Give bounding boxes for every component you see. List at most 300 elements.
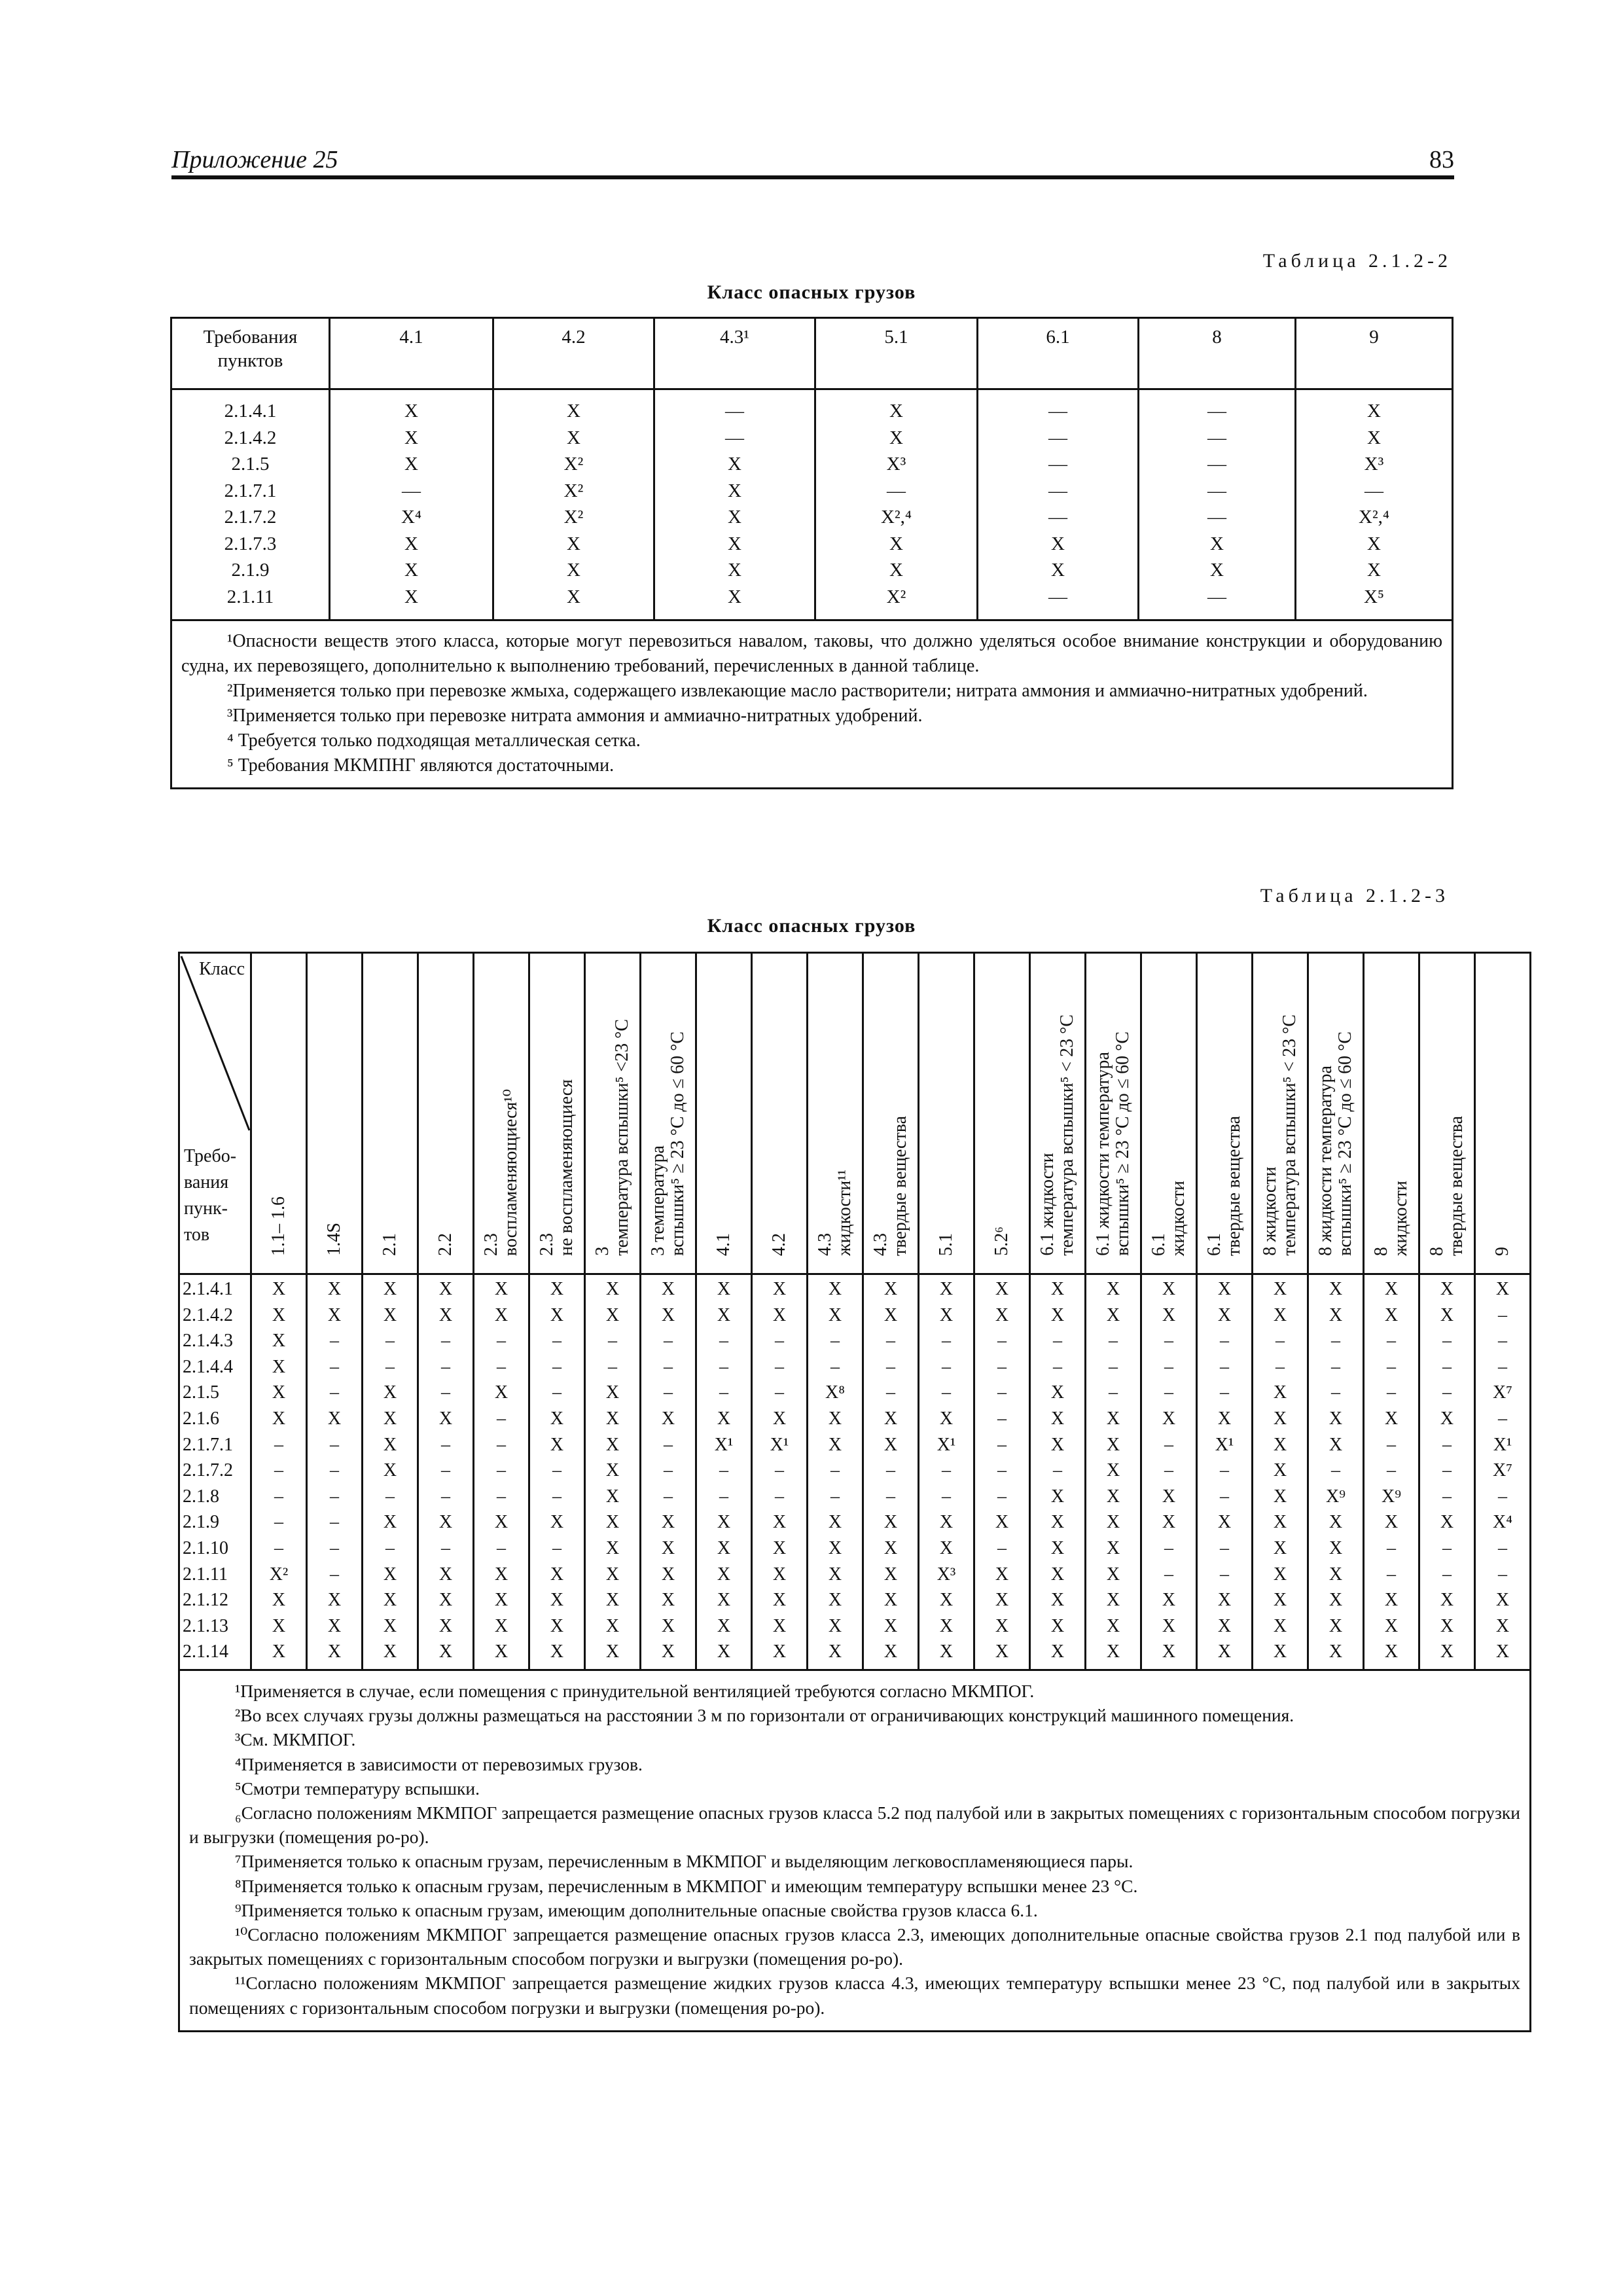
table2-cell: X — [438, 1279, 453, 1299]
table2-cell: – — [1109, 1331, 1118, 1352]
table1-cell: X — [567, 586, 580, 607]
table2-cell: – — [497, 1408, 506, 1429]
table2-cell: X — [383, 1279, 397, 1299]
table2-cell: – — [664, 1331, 673, 1352]
table2-cell: – — [441, 1331, 450, 1352]
table2-cell: X — [1273, 1641, 1287, 1662]
table1-cell: X³ — [1364, 454, 1384, 475]
table2-cell: X — [1162, 1279, 1176, 1299]
table2-cell: X — [1384, 1279, 1399, 1299]
table1-cell: X — [889, 560, 903, 581]
table2-row-labels — [179, 1274, 251, 1670]
table2-cell: X — [883, 1537, 898, 1558]
table2-cell: – — [274, 1460, 283, 1481]
table2-cell: X — [550, 1279, 564, 1299]
table2-cell: X — [1440, 1279, 1454, 1299]
table1-cell: X — [567, 401, 580, 422]
table2-cell: X — [772, 1408, 787, 1429]
table2-row-label: 2.1.5 — [183, 1382, 219, 1403]
table2-cell: X — [1050, 1641, 1065, 1662]
table2-cell: X — [272, 1356, 286, 1377]
table2-cell: – — [330, 1537, 339, 1558]
table2-cell: X — [1329, 1590, 1343, 1611]
table2-cell: X — [995, 1641, 1009, 1662]
table2-cell: X⁹ — [1326, 1486, 1346, 1507]
table2-cell: X — [995, 1590, 1009, 1611]
table2-cell: X — [605, 1460, 620, 1481]
table2-label: Таблица 2.1.2-3 — [1260, 885, 1449, 906]
table2-cell: – — [1498, 1331, 1507, 1352]
table2-column-values — [1364, 1274, 1419, 1670]
table2-cell: – — [1164, 1434, 1173, 1455]
table2-col-header-text: 8 жидкости температура вспышки⁵ ≥ 23 °С до ≤ 60 °С — [1315, 1031, 1355, 1256]
table2-cell: – — [497, 1434, 506, 1455]
table2-cell: – — [886, 1382, 895, 1403]
table2-cell: X — [1050, 1512, 1065, 1533]
table2-cell: X — [939, 1537, 954, 1558]
table2-cell: X — [1050, 1434, 1065, 1455]
table2-cell: X — [995, 1304, 1009, 1325]
table2-cell: X — [883, 1304, 898, 1325]
table2-cell: – — [1387, 1460, 1396, 1481]
table2-cell: X — [1050, 1537, 1065, 1558]
table2-cell: X — [383, 1615, 397, 1636]
table2-cell: – — [274, 1434, 283, 1455]
table2-cell: X — [550, 1434, 564, 1455]
table2-cell: – — [441, 1356, 450, 1377]
table1-cell: X³ — [886, 454, 906, 475]
table2-cell: – — [1498, 1564, 1507, 1585]
table2-cell: X — [438, 1512, 453, 1533]
table2-cell: X — [494, 1615, 508, 1636]
table2-column-values — [863, 1274, 919, 1670]
table2-cell: X — [717, 1279, 731, 1299]
table2-cell: – — [1164, 1564, 1173, 1585]
table2-cell: – — [1164, 1382, 1173, 1403]
table2-cell: – — [1387, 1564, 1396, 1585]
table2-col-header — [585, 953, 641, 1274]
table2-cell: X — [438, 1564, 453, 1585]
table2-cell: – — [608, 1331, 617, 1352]
table2-cell: – — [1498, 1408, 1507, 1429]
table2-cell: X — [1440, 1641, 1454, 1662]
table2-cell: X — [1106, 1512, 1120, 1533]
table1-row-label: 2.1.4.1 — [224, 401, 277, 422]
table2-cell: X⁸ — [825, 1382, 845, 1403]
table2-cell: X — [883, 1641, 898, 1662]
table1-column-values — [493, 389, 654, 620]
table2-cell: – — [330, 1564, 339, 1585]
table2-col-header-text: 6.1 жидкости температура вспышки⁵ ≥ 23 °С до ≤ 60 °С — [1093, 1031, 1133, 1256]
table2-cell: – — [719, 1382, 728, 1403]
table2-column-values — [808, 1274, 863, 1670]
table2-col-header — [1253, 953, 1308, 1274]
table2-cell: – — [942, 1486, 951, 1507]
table2-cell: X — [1106, 1408, 1120, 1429]
table2-cell: – — [1220, 1486, 1229, 1507]
table2-cell: – — [385, 1331, 395, 1352]
table2-cell: X — [272, 1590, 286, 1611]
table2-cell: X — [1440, 1304, 1454, 1325]
table2-column-values — [919, 1274, 974, 1670]
table2-cell: X¹ — [1493, 1434, 1512, 1455]
table2-cell: X — [1384, 1590, 1399, 1611]
table2-cell: X — [883, 1434, 898, 1455]
table2-footnote: ²Во всех случаях грузы должны размещаться на расстоянии 3 м по горизонтали от ограничивающих конструкций машинного помещения. — [235, 1705, 1294, 1726]
table1-title: Класс опасных грузов — [707, 281, 916, 303]
table2-cell: X — [1384, 1641, 1399, 1662]
table2-cell: X — [939, 1408, 954, 1429]
table2-cell: – — [497, 1356, 506, 1377]
table2-col-header-text: 9 — [1492, 1247, 1512, 1256]
table2-cell: X — [1273, 1304, 1287, 1325]
table2-cell: X — [1384, 1304, 1399, 1325]
table2-cell: X — [438, 1641, 453, 1662]
table2-cell: X — [1217, 1408, 1232, 1429]
table2-cell: – — [1220, 1537, 1229, 1558]
table1-col-header: 4.2 — [493, 318, 654, 389]
table1-cell: — — [1364, 480, 1383, 501]
table2-cell: – — [1164, 1331, 1173, 1352]
table2-cell: X³ — [936, 1564, 956, 1585]
table2-cell: X — [828, 1590, 842, 1611]
table2-cell: X — [1440, 1408, 1454, 1429]
table1-cell: — — [725, 427, 744, 448]
table2-column-values — [363, 1274, 418, 1670]
table2-cell: X — [1329, 1304, 1343, 1325]
table1-cell: X — [567, 427, 580, 448]
table1-column-values — [978, 389, 1139, 620]
table2-cell: X — [1162, 1641, 1176, 1662]
table2-cell: X — [550, 1641, 564, 1662]
table2-cell: X — [272, 1615, 286, 1636]
table2-col-header-text: 3 температура вспышки⁵ ≥ 23 °С до ≤ 60 °С — [648, 1031, 688, 1256]
table2-cell: X — [494, 1279, 508, 1299]
table2-cell: X — [1217, 1279, 1232, 1299]
table2-cell: X — [438, 1615, 453, 1636]
table2-cell: X — [438, 1408, 453, 1429]
table2-col-header — [1141, 953, 1197, 1274]
table2-column-values — [251, 1274, 307, 1670]
table2-cell: X — [327, 1279, 342, 1299]
table2-cell: X — [828, 1615, 842, 1636]
table2-cell: X — [939, 1279, 954, 1299]
table1-cell: — — [1207, 454, 1226, 475]
table2-cell: – — [497, 1537, 506, 1558]
table2-footnote: ⁴Применяется в зависимости от перевозимых грузов. — [235, 1753, 643, 1774]
table2-cell: – — [942, 1331, 951, 1352]
table2-cell: X — [327, 1304, 342, 1325]
table2-cell: X — [717, 1641, 731, 1662]
table2-corner-header — [179, 953, 251, 1274]
table2-cell: X — [1329, 1512, 1343, 1533]
table2-cell: X — [1329, 1408, 1343, 1429]
table2-cell: – — [552, 1382, 562, 1403]
table2-cell: X — [939, 1512, 954, 1533]
table2-cell: X — [883, 1408, 898, 1429]
table1-cell: X — [404, 533, 418, 554]
table2-cell: – — [664, 1486, 673, 1507]
table2-cell: X — [494, 1304, 508, 1325]
table2-cell: – — [719, 1486, 728, 1507]
table2-cell: X — [995, 1564, 1009, 1585]
table2-footnote: ⁷Применяется только к опасным грузам, перечисленным в МКМПОГ и выделяющим легковоспламеняющиеся пары. — [235, 1851, 1133, 1872]
table2-cell: – — [830, 1356, 840, 1377]
table2-cell: – — [330, 1460, 339, 1481]
running-header-title: Приложение 25 — [171, 146, 338, 173]
table2-cell: X — [1050, 1304, 1065, 1325]
table2-cell: – — [330, 1434, 339, 1455]
table1-cell: X — [728, 533, 741, 554]
table2-column-values — [1308, 1274, 1364, 1670]
table2-cell: – — [330, 1382, 339, 1403]
table2-cell: X — [383, 1512, 397, 1533]
table2-cell: X — [1050, 1564, 1065, 1585]
table1-cell: X — [728, 507, 741, 528]
table2-row-label: 2.1.10 — [183, 1537, 228, 1558]
table1-cell: X⁴ — [401, 507, 422, 528]
table2-cell: X — [438, 1304, 453, 1325]
table2-cell: X — [1106, 1304, 1120, 1325]
table1-row-label: 2.1.9 — [231, 560, 270, 581]
table2-cell: – — [664, 1460, 673, 1481]
table2-cell: – — [886, 1486, 895, 1507]
table2-col-header-text: 6.1 жидкости — [1149, 1180, 1188, 1256]
table2-cell: X — [1440, 1590, 1454, 1611]
table2-cell: X — [661, 1590, 675, 1611]
table2-cell: X — [883, 1590, 898, 1611]
table2-cell: X — [883, 1615, 898, 1636]
corner-class-label: Класс — [199, 959, 245, 979]
table2-cell: – — [997, 1408, 1007, 1429]
table2-cell: X — [272, 1279, 286, 1299]
table1-cell: X — [404, 586, 418, 607]
table2-cell: X — [1050, 1590, 1065, 1611]
table2-cell: X — [995, 1279, 1009, 1299]
table2-cell: X — [605, 1408, 620, 1429]
table1-cell: X²,⁴ — [881, 507, 912, 528]
table1-footnote: ⁴ Требуется только подходящая металлическая сетка. — [227, 730, 641, 751]
table2-cell: X — [383, 1460, 397, 1481]
table2-col-header — [474, 953, 529, 1274]
table2-cell: X — [1106, 1434, 1120, 1455]
table2-cell: – — [274, 1512, 283, 1533]
table2 — [178, 952, 1531, 2032]
table2-column-values — [474, 1274, 529, 1670]
table2-footnotes — [179, 1670, 1531, 2031]
table2-column-values — [585, 1274, 641, 1670]
table2-cell: X — [1273, 1512, 1287, 1533]
table2-cell: – — [1220, 1356, 1229, 1377]
table2-col-header-text: 8 жидкости — [1371, 1180, 1411, 1256]
table2-col-header-text: 2.3 не воспламеняющиеся — [537, 1079, 577, 1256]
table2-cell: X — [717, 1408, 731, 1429]
table2-cell: – — [664, 1382, 673, 1403]
table2-footnote: ⁹Применяется только к опасным грузам, имеющим дополнительные опасные свойства грузов класса 6.1. — [235, 1899, 1038, 1920]
table2-cell: X — [1162, 1408, 1176, 1429]
table2-cell: X — [1162, 1486, 1176, 1507]
table2-cell: X — [772, 1304, 787, 1325]
table1-cell: X — [1210, 560, 1224, 581]
table2-cell: X — [1440, 1615, 1454, 1636]
table2-cell: X — [1329, 1434, 1343, 1455]
table2-cell: X — [717, 1512, 731, 1533]
table2-cell: X — [1106, 1615, 1120, 1636]
table2-cell: X — [772, 1279, 787, 1299]
table2-cell: X — [1273, 1460, 1287, 1481]
table2-cell: X — [661, 1408, 675, 1429]
table2-cell: X — [1106, 1486, 1120, 1507]
table2-col-header-text: 1.1– 1.6 — [268, 1196, 289, 1256]
table2-cell: – — [441, 1486, 450, 1507]
table2-row-label: 2.1.8 — [183, 1486, 219, 1507]
table1-cell: X — [889, 533, 903, 554]
table2-cell: – — [1442, 1564, 1452, 1585]
table2-cell: – — [830, 1486, 840, 1507]
table2-cell: – — [1109, 1356, 1118, 1377]
table1-cell: X — [404, 454, 418, 475]
table2-cell: – — [775, 1356, 784, 1377]
table1-cell: — — [402, 480, 421, 501]
table2-column-values — [1197, 1274, 1253, 1670]
table2-column-values — [974, 1274, 1030, 1670]
table2-cell: X — [550, 1304, 564, 1325]
table2-col-header — [418, 953, 474, 1274]
table2-cell: X — [550, 1590, 564, 1611]
table2-cell: X — [550, 1615, 564, 1636]
table2-cell: X — [383, 1564, 397, 1585]
table1-cell: X — [1367, 560, 1381, 581]
table1-label: Таблица 2.1.2-2 — [1262, 250, 1452, 272]
table2-col-header — [808, 953, 863, 1274]
table2-cell: X — [1217, 1590, 1232, 1611]
table2-cell: X — [327, 1641, 342, 1662]
table2-column-values — [696, 1274, 752, 1670]
table2-cell: – — [1331, 1460, 1340, 1481]
table1-row-label: 2.1.7.1 — [224, 480, 277, 501]
table2-cell: X — [327, 1590, 342, 1611]
table1-cell: X — [1367, 401, 1381, 422]
table2-cell: – — [1164, 1537, 1173, 1558]
table2-cell: – — [719, 1331, 728, 1352]
table2-col-header — [1086, 953, 1141, 1274]
table2-cell: – — [1442, 1460, 1452, 1481]
table2-cell: X — [995, 1512, 1009, 1533]
table2-col-header-text: 3 температура вспышки⁵ <23 °С — [592, 1019, 632, 1256]
table2-cell: X — [605, 1590, 620, 1611]
table2-cell: – — [552, 1460, 562, 1481]
table2-cell: – — [497, 1486, 506, 1507]
table2-column-values — [307, 1274, 363, 1670]
table2-cell: – — [775, 1382, 784, 1403]
table1-cell: X — [1367, 427, 1381, 448]
table1-row-label: 2.1.7.2 — [224, 507, 277, 528]
table2-cell: X — [1050, 1408, 1065, 1429]
table2-cell: X — [661, 1304, 675, 1325]
table2-cell: X — [1050, 1279, 1065, 1299]
table2-row-label: 2.1.9 — [183, 1512, 219, 1533]
table2-cell: X — [1329, 1537, 1343, 1558]
table1-cell: X² — [563, 507, 584, 528]
table1-corner-header: Требования пунктов — [171, 318, 330, 389]
table2-cell: – — [942, 1356, 951, 1377]
table2-col-header — [919, 953, 974, 1274]
table2-cell: – — [1164, 1460, 1173, 1481]
table2-row-label: 2.1.6 — [183, 1408, 219, 1429]
table2-cell: X — [995, 1615, 1009, 1636]
table2-cell: – — [330, 1512, 339, 1533]
table2-col-header — [752, 953, 808, 1274]
table2-cell: – — [942, 1460, 951, 1481]
table2-cell: – — [664, 1356, 673, 1377]
table2-col-header — [529, 953, 585, 1274]
table2-column-values — [1141, 1274, 1197, 1670]
table2-cell: X — [1273, 1434, 1287, 1455]
table2-cell: X — [327, 1615, 342, 1636]
table2-cell: X — [772, 1590, 787, 1611]
table2-cell: X — [1217, 1512, 1232, 1533]
table1-cell: — — [1048, 480, 1067, 501]
table2-column-values — [1419, 1274, 1475, 1670]
table2-cell: – — [997, 1434, 1007, 1455]
page-number: 83 — [1429, 146, 1454, 173]
table2-cell: X — [661, 1279, 675, 1299]
table2-cell: X — [1329, 1641, 1343, 1662]
header-rule — [171, 175, 1454, 179]
table2-col-header — [1475, 953, 1531, 1274]
table2-cell: – — [1442, 1486, 1452, 1507]
table2-cell: X — [1273, 1279, 1287, 1299]
table2-cell: – — [719, 1356, 728, 1377]
table1-cell: — — [725, 401, 744, 422]
table2-cell: X — [772, 1615, 787, 1636]
table2-cell: – — [997, 1460, 1007, 1481]
table2-cell: – — [886, 1356, 895, 1377]
table2-cell: X⁴ — [1493, 1512, 1512, 1533]
table2-cell: – — [997, 1331, 1007, 1352]
table2-cell: X — [1050, 1615, 1065, 1636]
table2-cell: – — [274, 1537, 283, 1558]
table2-cell: X — [272, 1382, 286, 1403]
table1-row-label: 2.1.5 — [231, 454, 270, 475]
table2-row-label: 2.1.4.3 — [183, 1331, 233, 1352]
table2-row-label: 2.1.4.2 — [183, 1304, 233, 1325]
table2-cell: – — [1220, 1382, 1229, 1403]
table2-cell: – — [1387, 1434, 1396, 1455]
table1-cell: — — [1048, 454, 1067, 475]
table2-cell: – — [608, 1356, 617, 1377]
table2-footnote: ⁸Применяется только к опасным грузам, перечисленным в МКМПОГ и имеющим температуру вспышки менее 23 °С. — [235, 1875, 1138, 1896]
table2-cell: X¹ — [714, 1434, 734, 1455]
table1-cell: X — [1210, 533, 1224, 554]
table2-cell: – — [1387, 1356, 1396, 1377]
table2-column-values — [529, 1274, 585, 1670]
table2-col-header — [696, 953, 752, 1274]
table2-col-header — [1030, 953, 1086, 1274]
table2-cell: X — [1106, 1460, 1120, 1481]
table2-cell: – — [1387, 1537, 1396, 1558]
table2-cell: X — [1273, 1408, 1287, 1429]
table2-cell: – — [997, 1486, 1007, 1507]
table1-cell: — — [1048, 401, 1067, 422]
table1-col-header: 5.1 — [815, 318, 978, 389]
table2-cell: X — [1050, 1382, 1065, 1403]
table2-cell: X — [661, 1512, 675, 1533]
table1-cell: — — [887, 480, 906, 501]
table1-cell: — — [1048, 507, 1067, 528]
table2-cell: – — [1220, 1460, 1229, 1481]
table1-cell: X — [728, 586, 741, 607]
